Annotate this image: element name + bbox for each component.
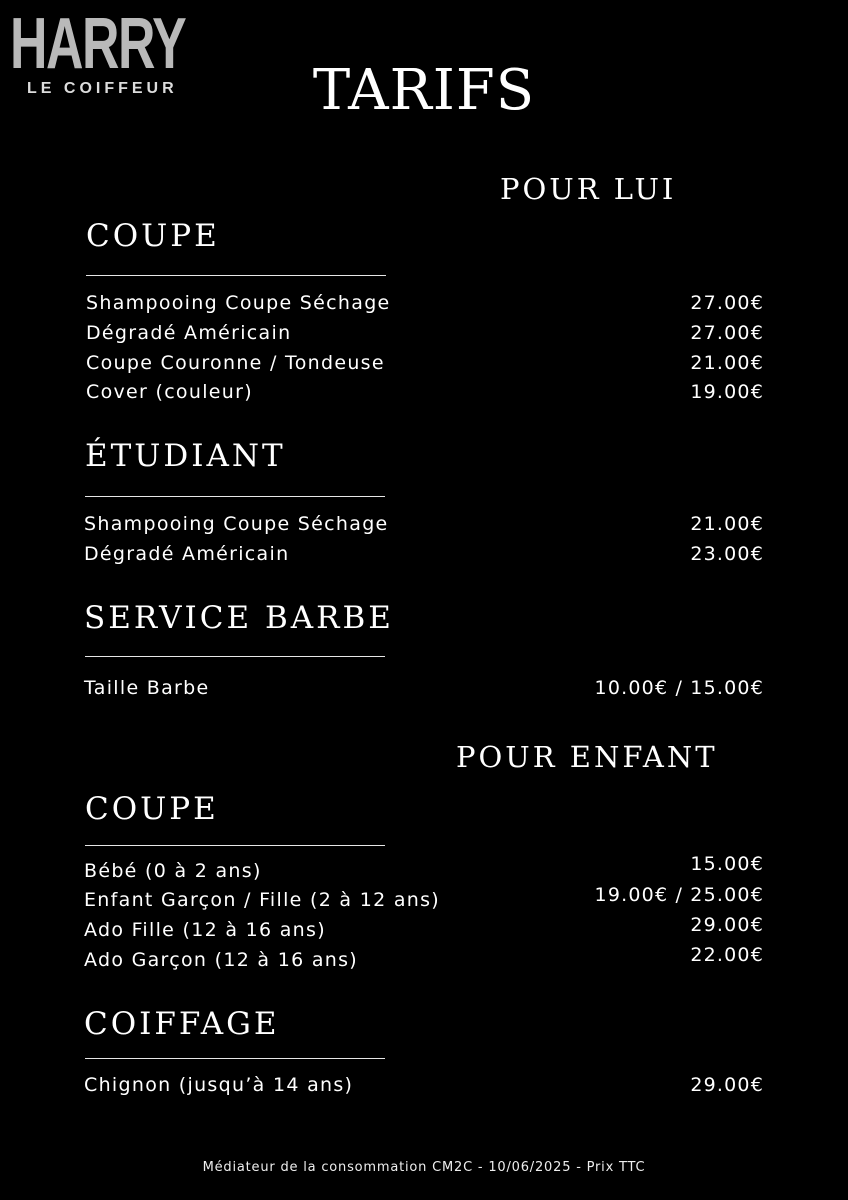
page-title: TARIFS [312, 58, 536, 123]
category-title-coupe-lui: COUPE [86, 218, 220, 254]
category-title-coiffage: COIFFAGE [84, 1006, 280, 1042]
divider [86, 275, 386, 276]
price-item-label: Shampooing Coupe Séchage [86, 292, 391, 314]
price-item-value: 15.00€ [690, 853, 764, 875]
logo-name: HARRY [10, 4, 186, 84]
logo-tagline: LE COIFFEUR [27, 80, 178, 97]
price-item-label: Chignon (jusqu’à 14 ans) [84, 1074, 354, 1096]
price-item-value: 21.00€ [690, 513, 764, 535]
price-item-label: Cover (couleur) [86, 381, 253, 403]
divider [85, 845, 385, 846]
price-item-label: Dégradé Américain [84, 543, 290, 565]
price-item-value: 29.00€ [690, 914, 764, 936]
price-item-label: Bébé (0 à 2 ans) [84, 860, 262, 882]
section-heading-pour-lui: POUR LUI [500, 172, 677, 206]
section-heading-pour-enfant: POUR ENFANT [456, 740, 718, 774]
price-item-label: Taille Barbe [84, 677, 210, 699]
category-title-coupe-enfant: COUPE [85, 791, 219, 827]
price-item-value: 23.00€ [690, 543, 764, 565]
price-item-label: Enfant Garçon / Fille (2 à 12 ans) [84, 889, 441, 911]
category-title-etudiant: ÉTUDIANT [85, 438, 286, 474]
price-item-value: 27.00€ [690, 292, 764, 314]
footer-note: Médiateur de la consommation CM2C - 10/06/2025 - Prix TTC [202, 1160, 646, 1175]
price-item-label: Ado Fille (12 à 16 ans) [84, 919, 326, 941]
price-item-label: Ado Garçon (12 à 16 ans) [84, 949, 359, 971]
price-item-value: 22.00€ [690, 944, 764, 966]
price-item-value: 29.00€ [690, 1074, 764, 1096]
category-title-service-barbe: SERVICE BARBE [84, 600, 394, 636]
price-item-value: 27.00€ [690, 322, 764, 344]
price-item-label: Dégradé Américain [86, 322, 292, 344]
price-item-value: 19.00€ / 25.00€ [594, 884, 764, 906]
divider [85, 1058, 385, 1059]
price-item-value: 19.00€ [690, 381, 764, 403]
divider [85, 496, 385, 497]
divider [85, 656, 385, 657]
price-item-value: 21.00€ [690, 352, 764, 374]
price-item-label: Shampooing Coupe Séchage [84, 513, 389, 535]
price-item-value: 10.00€ / 15.00€ [594, 677, 764, 699]
price-item-label: Coupe Couronne / Tondeuse [86, 352, 385, 374]
